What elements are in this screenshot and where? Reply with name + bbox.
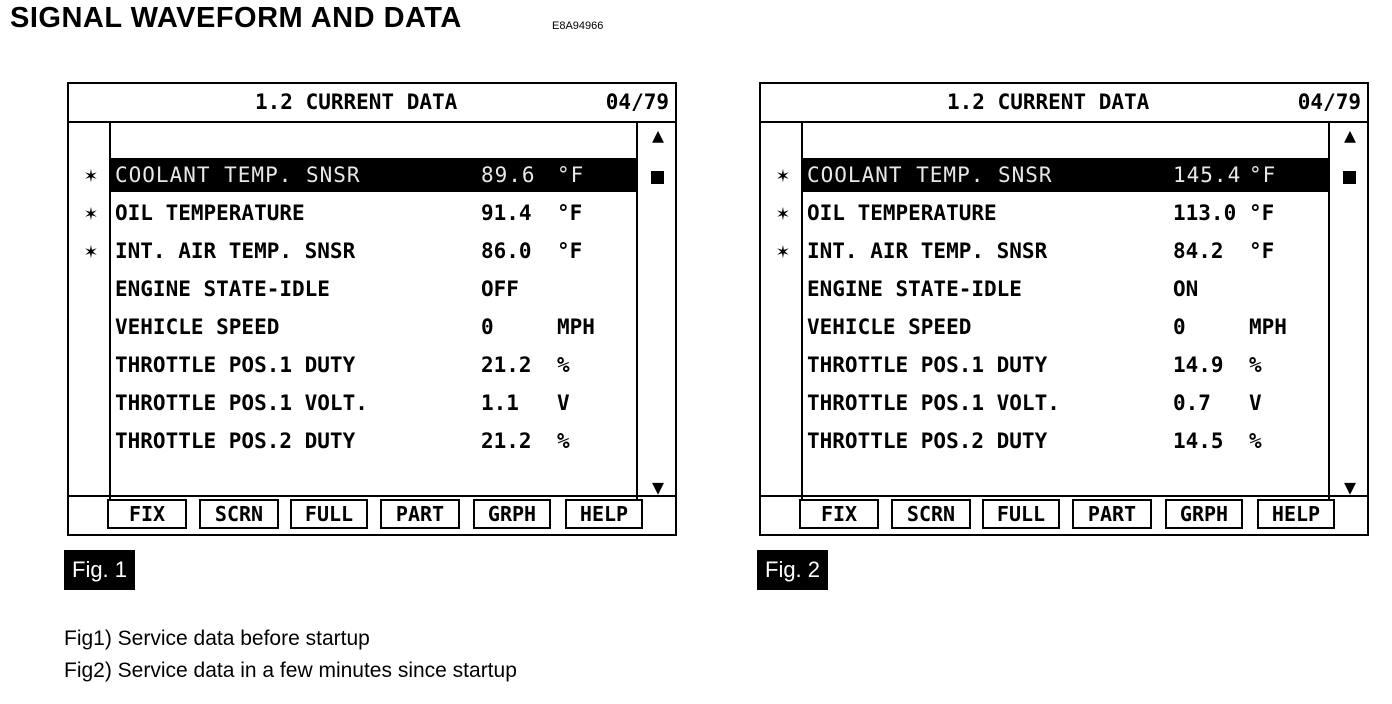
screen-title: 1.2 CURRENT DATA — [255, 90, 458, 114]
row-label: ENGINE STATE-IDLE — [115, 277, 330, 301]
scroll-thumb[interactable] — [1343, 171, 1356, 184]
selected-marker-icon: ✶ — [84, 239, 98, 263]
grph-button[interactable]: GRPH — [1165, 499, 1243, 529]
row-label: COOLANT TEMP. SNSR — [807, 163, 1053, 187]
row-value: 21.2 — [481, 353, 532, 377]
screen-header — [69, 84, 675, 123]
row-value: 0 — [1173, 315, 1186, 339]
scroll-down-arrow-icon[interactable]: ▼ — [651, 475, 665, 499]
row-unit: MPH — [557, 315, 595, 339]
full-button[interactable]: FULL — [290, 499, 368, 529]
figure-label-2: Fig. 2 — [757, 550, 828, 590]
row-value: OFF — [481, 277, 519, 301]
data-row-oil-temp[interactable] — [761, 196, 1328, 230]
data-row-throttle-pos1-duty[interactable] — [761, 348, 1328, 382]
row-unit: °F — [1249, 163, 1277, 187]
row-label: COOLANT TEMP. SNSR — [115, 163, 361, 187]
data-row-coolant-temp[interactable] — [69, 158, 636, 192]
row-label: INT. AIR TEMP. SNSR — [115, 239, 356, 263]
selected-marker-icon: ✶ — [776, 239, 790, 263]
screen-header — [761, 84, 1367, 123]
scrn-button[interactable]: SCRN — [891, 499, 971, 529]
data-row-throttle-pos2-duty[interactable] — [69, 424, 636, 458]
caption-fig1: Fig1) Service data before startup — [64, 627, 370, 650]
row-value: 14.5 — [1173, 429, 1224, 453]
row-value: 145.4 — [1173, 163, 1242, 187]
row-label: THROTTLE POS.1 VOLT. — [115, 391, 368, 415]
row-label: OIL TEMPERATURE — [115, 201, 305, 225]
row-unit: V — [1249, 391, 1262, 415]
scroll-thumb[interactable] — [651, 171, 664, 184]
data-row-throttle-pos2-duty[interactable] — [761, 424, 1328, 458]
row-unit: °F — [557, 201, 583, 225]
function-key-bar — [761, 495, 1367, 534]
row-unit: % — [1249, 429, 1262, 453]
row-value: 21.2 — [481, 429, 532, 453]
data-row-throttle-pos1-volt[interactable] — [761, 386, 1328, 420]
data-list — [69, 121, 675, 499]
row-unit: °F — [557, 163, 585, 187]
row-unit: °F — [1249, 239, 1275, 263]
row-label: THROTTLE POS.1 DUTY — [807, 353, 1048, 377]
row-label: ENGINE STATE-IDLE — [807, 277, 1022, 301]
scroll-down-arrow-icon[interactable]: ▼ — [1343, 475, 1357, 499]
document-code: E8A94966 — [552, 20, 604, 32]
row-value: 84.2 — [1173, 239, 1224, 263]
selected-marker-icon: ✶ — [776, 163, 790, 187]
row-unit: °F — [1249, 201, 1275, 225]
row-value: 113.0 — [1173, 201, 1237, 225]
row-unit: % — [1249, 353, 1262, 377]
scrn-button[interactable]: SCRN — [199, 499, 279, 529]
scan-tool-screen-fig1 — [67, 82, 677, 536]
function-key-bar — [69, 495, 675, 534]
scroll-up-arrow-icon[interactable]: ▲ — [651, 123, 665, 147]
part-button[interactable]: PART — [1072, 499, 1152, 529]
row-label: THROTTLE POS.1 VOLT. — [807, 391, 1060, 415]
row-unit: °F — [557, 239, 583, 263]
help-button[interactable]: HELP — [1257, 499, 1335, 529]
data-row-throttle-pos1-duty[interactable] — [69, 348, 636, 382]
row-unit: % — [557, 429, 570, 453]
scroll-up-arrow-icon[interactable]: ▲ — [1343, 123, 1357, 147]
row-label: INT. AIR TEMP. SNSR — [807, 239, 1048, 263]
data-row-vehicle-speed[interactable] — [761, 310, 1328, 344]
row-value: 1.1 — [481, 391, 519, 415]
fix-button[interactable]: FIX — [107, 499, 187, 529]
row-unit: MPH — [1249, 315, 1287, 339]
row-value: 86.0 — [481, 239, 532, 263]
fix-button[interactable]: FIX — [799, 499, 879, 529]
data-row-int-air-temp[interactable] — [69, 234, 636, 268]
selected-marker-icon: ✶ — [776, 201, 790, 225]
data-row-vehicle-speed[interactable] — [69, 310, 636, 344]
data-list — [761, 121, 1367, 499]
row-unit: % — [557, 353, 570, 377]
row-value: 0.7 — [1173, 391, 1211, 415]
data-row-throttle-pos1-volt[interactable] — [69, 386, 636, 420]
row-label: THROTTLE POS.2 DUTY — [807, 429, 1048, 453]
grph-button[interactable]: GRPH — [473, 499, 551, 529]
data-row-oil-temp[interactable] — [69, 196, 636, 230]
row-value: 14.9 — [1173, 353, 1224, 377]
row-value: ON — [1173, 277, 1199, 301]
scan-tool-screen-fig2 — [759, 82, 1369, 536]
row-value: 89.6 — [481, 163, 536, 187]
selected-marker-icon: ✶ — [84, 163, 98, 187]
full-button[interactable]: FULL — [982, 499, 1060, 529]
row-value: 91.4 — [481, 201, 532, 225]
data-row-int-air-temp[interactable] — [761, 234, 1328, 268]
figure-label-1: Fig. 1 — [64, 550, 135, 590]
row-unit: V — [557, 391, 570, 415]
row-value: 0 — [481, 315, 494, 339]
data-row-engine-state-idle[interactable] — [761, 272, 1328, 306]
scrollbar[interactable] — [1328, 121, 1371, 499]
data-row-engine-state-idle[interactable] — [69, 272, 636, 306]
screen-title: 1.2 CURRENT DATA — [947, 90, 1150, 114]
scrollbar[interactable] — [636, 121, 679, 499]
row-label: OIL TEMPERATURE — [807, 201, 997, 225]
data-row-coolant-temp[interactable] — [761, 158, 1328, 192]
row-label: THROTTLE POS.2 DUTY — [115, 429, 356, 453]
page-title: SIGNAL WAVEFORM AND DATA — [10, 2, 462, 34]
row-label: VEHICLE SPEED — [115, 315, 280, 339]
row-label: VEHICLE SPEED — [807, 315, 972, 339]
part-button[interactable]: PART — [380, 499, 460, 529]
row-label: THROTTLE POS.1 DUTY — [115, 353, 356, 377]
selected-marker-icon: ✶ — [84, 201, 98, 225]
page-indicator: 04/79 — [1297, 90, 1361, 114]
help-button[interactable]: HELP — [565, 499, 643, 529]
page-indicator: 04/79 — [605, 90, 669, 114]
caption-fig2: Fig2) Service data in a few minutes since startup — [64, 659, 517, 682]
